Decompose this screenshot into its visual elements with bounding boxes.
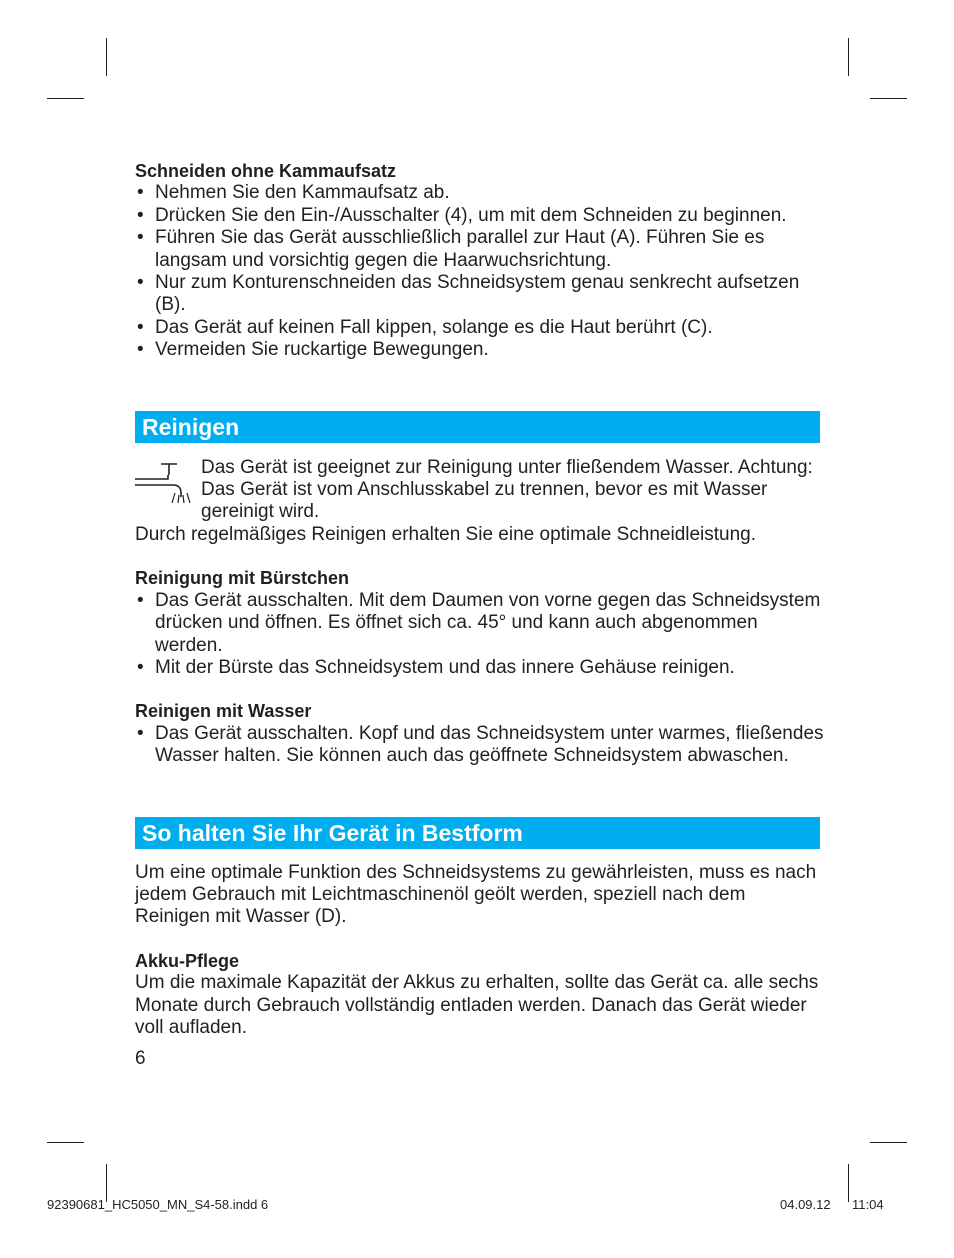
crop-mark [848,1164,849,1202]
crop-mark [870,1142,907,1143]
footer-time: 11:04 [852,1197,884,1212]
water-note-text: Das Gerät ist geeignet zur Reinigung unter fließendem Wasser. Achtung: Das Gerät ist vom Anschlusskabel zu trennen, bevor es mit Wasser gereinigt wird. [201,456,813,523]
section-heading: Schneiden ohne Kammaufsatz [135,161,397,181]
list-item: • Nehmen Sie den Kammaufsatz ab. [135,182,825,204]
bestform-text: Um eine optimale Funktion des Schneidsystems zu gewährleisten, muss es nach jedem Gebrauch mit Leichtmaschinenöl geölt werden, speziell nach dem Reinigen mit Wasser (D). [135,861,817,928]
section-heading: Reinigen mit Wasser [135,701,312,722]
faucet-icon [135,461,191,505]
list-item: • Das Gerät ausschalten. Mit dem Daumen von vorne gegen das Schneidsystem drücken und öffnen. Es öffnet sich ca. 45° und kann auch abgenommen werden. [135,590,825,657]
list-item: • Das Gerät ausschalten. Kopf und das Schneidsystem unter warmes, fließendes Wasser halten. Sie können auch das geöffnete Schneidsystem abwaschen. [135,723,825,768]
crop-mark [47,98,84,99]
list-item: • Vermeiden Sie ruckartige Bewegungen. [135,339,825,361]
bullet-list [135,723,825,768]
footer-file: 92390681_HC5050_MN_S4-58.indd 6 [47,1197,269,1212]
section-heading: Akku-Pflege [135,950,240,971]
page-content [135,160,825,1071]
section-bar-reinigen: Reinigen [135,411,820,443]
footer-date: 04.09.12 [780,1197,831,1212]
list-item: • Das Gerät auf keinen Fall kippen, solange es die Haut berührt (C). [135,317,825,339]
crop-mark [47,1142,84,1143]
list-item: • Drücken Sie den Ein-/Ausschalter (4), um mit dem Schneiden zu beginnen. [135,205,825,227]
crop-mark [870,98,907,99]
reinigen-intro: Durch regelmäßiges Reinigen erhalten Sie eine optimale Schneidleistung. [135,523,757,545]
list-item: • Führen Sie das Gerät ausschließlich parallel zur Haut (A). Führen Sie es langsam und vorsichtig gegen die Haarwuchsrichtung. [135,227,825,272]
section-bar-bestform: So halten Sie Ihr Gerät in Bestform [135,817,820,849]
crop-mark [848,38,849,76]
bullet-list [135,590,825,680]
bullet-list [135,182,825,361]
water-note [135,457,825,524]
crop-mark [106,38,107,76]
list-item: • Nur zum Konturenschneiden das Schneidsystem genau senkrecht aufsetzen (B). [135,272,825,317]
akku-text: Um die maximale Kapazität der Akkus zu erhalten, sollte das Gerät ca. alle sechs Monate durch Gebrauch vollständig entladen werden. Danach das Gerät wieder voll aufladen. [135,972,819,1038]
page-number: 6 [135,1048,146,1070]
section-heading: Reinigung mit Bürstchen [135,568,350,589]
list-item: • Mit der Bürste das Schneidsystem und das innere Gehäuse reinigen. [135,657,825,679]
